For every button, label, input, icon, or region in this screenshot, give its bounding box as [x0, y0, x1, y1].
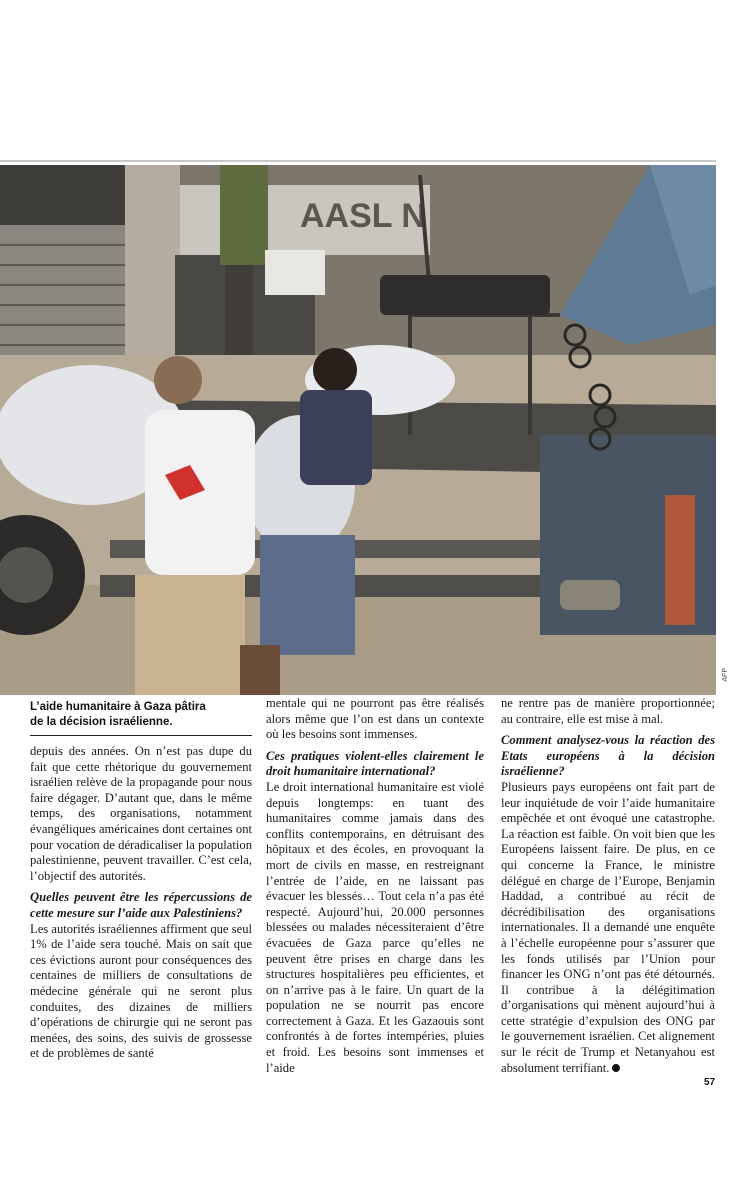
article-photo	[0, 165, 716, 695]
paragraph: mentale qui ne pourront pas être réalisés alors même que l’on est dans un contexte où les besoins sont immenses.	[266, 696, 484, 742]
column-3	[501, 696, 715, 1076]
end-mark-icon	[612, 1064, 620, 1072]
paragraph: Les autorités israéliennes affirment que seul 1% de l’aide sera touché. Mais on sait que ces évictions auront pour conséquences des centaines de milliers de consultations de médecine générale qui ne seront plus conduites, des dizaines de milliers d’opérations de chirurgie qui ne seront pas menées, des soins, des suivis de grossesse et de problèmes de santé	[30, 921, 252, 1061]
page-number: 57	[704, 1077, 716, 1088]
photo-caption	[30, 700, 240, 730]
photo-aid-truck	[0, 165, 716, 695]
photo-credit: AFP	[722, 668, 729, 682]
column-2	[266, 696, 484, 1076]
final-text: Plusieurs pays européens ont fait part de leur inquiétude de voir l’aide humanitaire empêchée et ont évoqué une catastrophe. La réaction est faible. On voit bien que les Européens laissent faire. De plus, en ce qui concerne la France, le ministre délégué en charge de l’Europe, Benjamin Haddad, a contribué au récit de décrédibilisation des organisations internationales. Il a demandé une enquête à l’échelle européenne pour s’assurer que les fonds utilisés par l’Union pour financer les ONG n’ont pas été détournés. Il contribue à la délégitimation d’organisations qui mènent aujourd’hui à cette stratégie d’expulsion des ONG par le gouvernement israélien. Cet alignement sur le récit de Trump et Netanyahou est absolument terrifiant.	[501, 779, 715, 1075]
interview-question: Quelles peuvent être les répercussions de cette mesure sur l’aide aux Palestiniens?	[30, 890, 252, 920]
paragraph-final	[501, 780, 715, 1076]
top-rule	[0, 160, 716, 162]
paragraph: ne rentre pas de manière proportionnée; au contraire, elle est mise à mal.	[501, 696, 715, 726]
paragraph: Le droit international humanitaire est violé depuis longtemps: en tuant des humanitaires comme jamais dans des conflits contemporains, en détruisant des hôpitaux et des écoles, en provoquant la mort de civils en masse, en restreignant l’entrée de l’aide, en ne laissant pas évacuer les blessés… Tout cela n’a pas été respecté. Aujourd’hui, 20.000 personnes blessées ou malades nécessiteraient d’être évacuées de Gaza parce qu’elles ne peuvent être prises en charge dans les structures hospitalières peu efficientes, et on n’arrive pas à le faire. Un quart de la population ne se nourrit pas encore correctement à Gaza. Et les Gazaouis sont confrontés à de fortes intempéries, pluies et froid. Les besoins sont immenses et l’aide	[266, 779, 484, 1075]
caption-rule	[30, 735, 252, 736]
caption-line-1: L’aide humanitaire à Gaza pâtira	[30, 701, 206, 713]
column-1	[30, 744, 252, 1062]
interview-question: Ces pratiques violent-elles clairement le droit humanitaire international?	[266, 748, 484, 779]
paragraph: depuis des années. On n’est pas dupe du fait que cette rhétorique du gouvernement israélien relève de la propagande pour nous faire dégager. D’autant que, dans le même temps, des organisations, notamment évangéliques américaines dont certaines ont pour vocation de déradicaliser la population palestinienne, peuvent travailler. C’est cela, l’objectif des autorités.	[30, 744, 252, 883]
svg-text:AASL N: AASL N	[300, 197, 426, 235]
caption-line-2: de la décision israélienne.	[30, 716, 173, 728]
interview-question: Comment analysez-vous la réaction des Etats européens à la décision israélienne?	[501, 733, 715, 779]
